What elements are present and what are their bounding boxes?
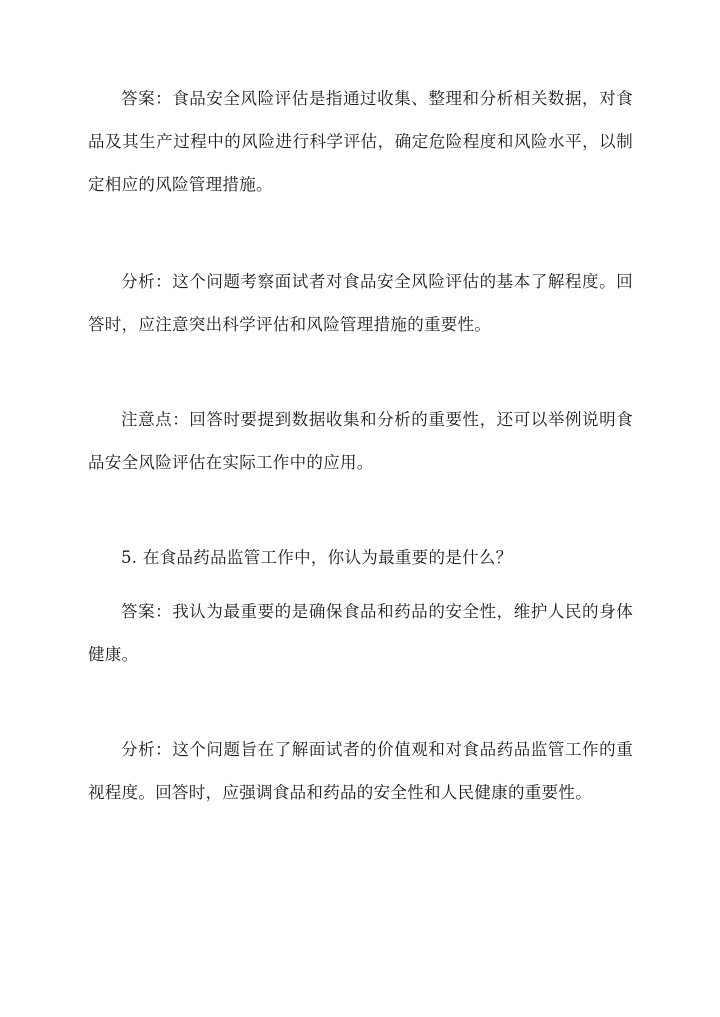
analysis-paragraph: 分析：这个问题旨在了解面试者的价值观和对食品药品监管工作的重视程度。回答时，应强调食品和药品的安全性和人民健康的重要性。 [88,740,633,802]
question-heading: 5. 在食品药品监管工作中，你认为最重要的是什么？ [121,548,513,567]
notes-paragraph: 注意点：回答时要提到数据收集和分析的重要性，还可以举例说明食品安全风险评估在实际工作中的应用。 [88,410,633,472]
analysis-paragraph: 分析：这个问题考察面试者对食品安全风险评估的基本了解程度。回答时，应注意突出科学评估和风险管理措施的重要性。 [88,272,633,334]
answer-paragraph: 答案：食品安全风险评估是指通过收集、整理和分析相关数据，对食品及其生产过程中的风险进行科学评估，确定危险程度和风险水平，以制定相应的风险管理措施。 [88,89,633,194]
answer-paragraph: 答案：我认为最重要的是确保食品和药品的安全性，维护人民的身体健康。 [88,602,633,664]
